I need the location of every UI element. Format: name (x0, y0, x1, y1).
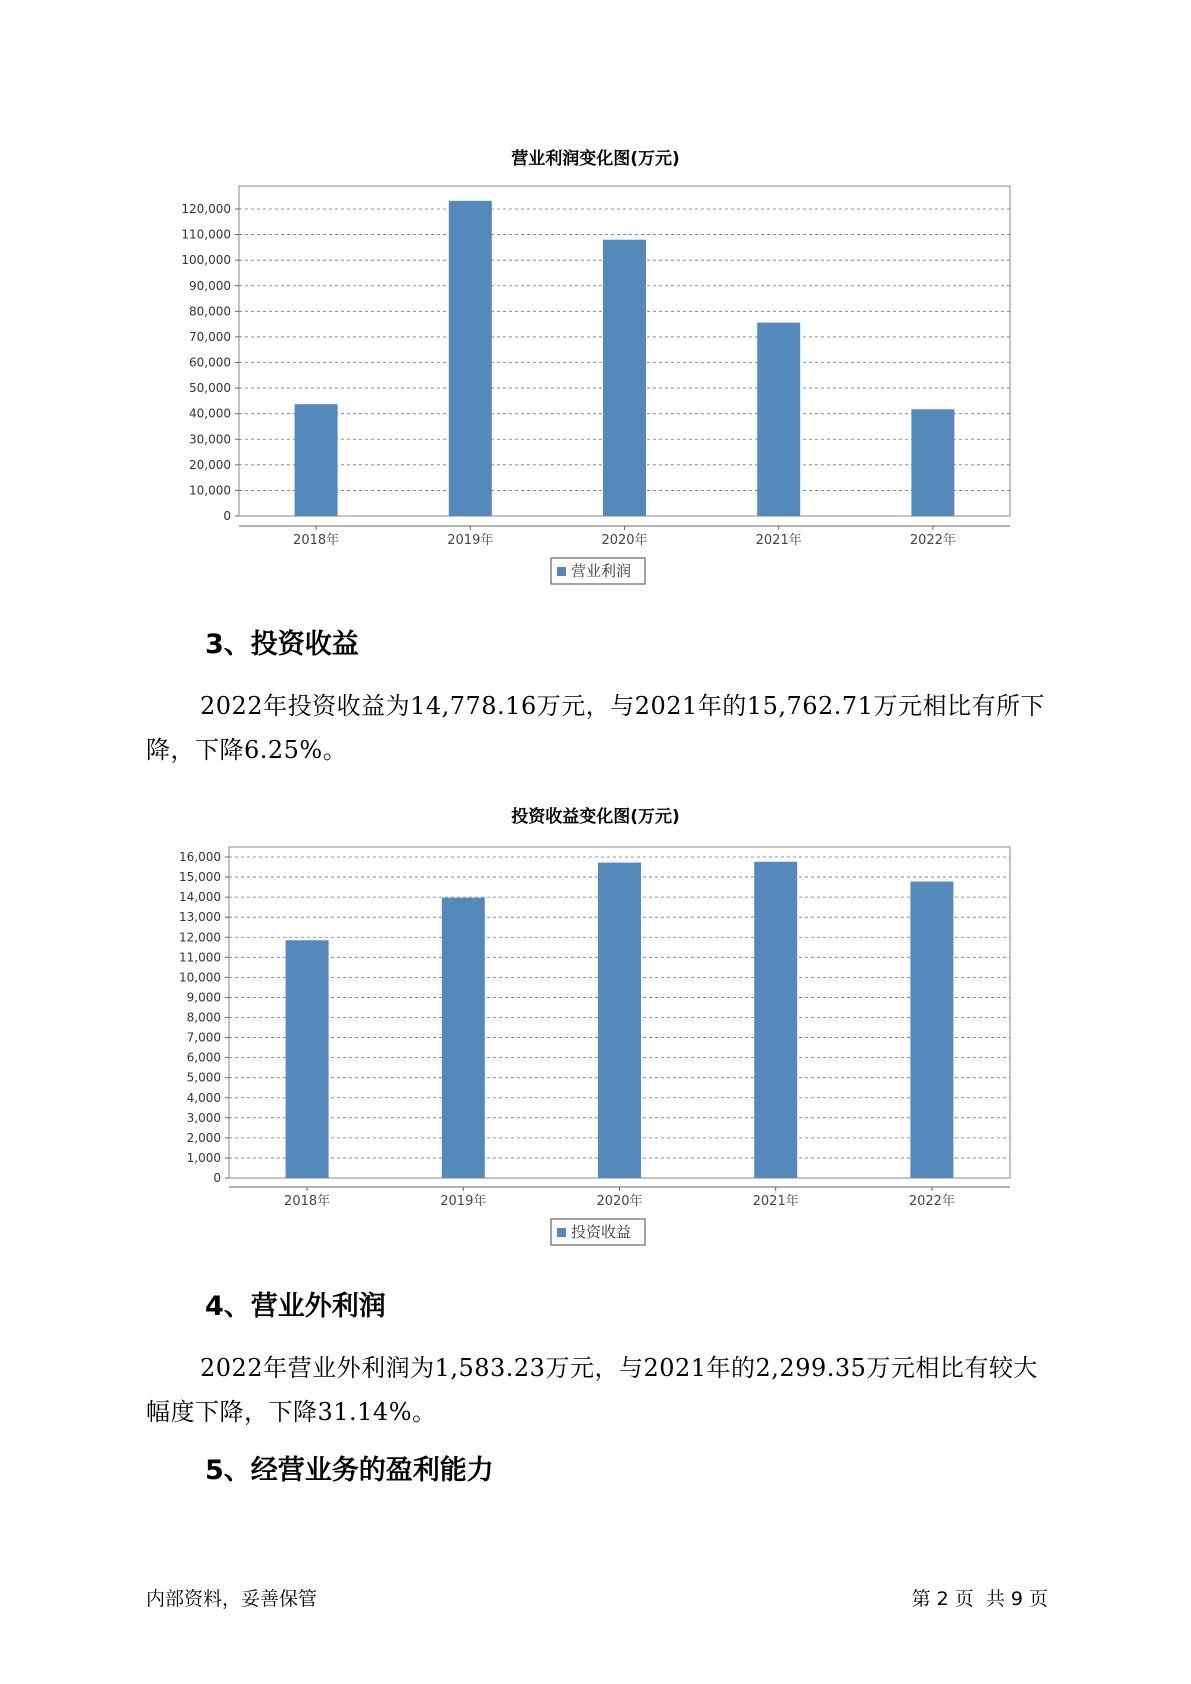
y-tick-label: 12,000 (179, 930, 221, 945)
bar (598, 863, 641, 1178)
x-tick-label: 2018年 (284, 1194, 331, 1209)
section3-heading: 3、投资收益 (205, 629, 359, 660)
bar (286, 940, 329, 1178)
y-tick-label: 10,000 (189, 483, 231, 498)
y-tick-label: 60,000 (189, 355, 231, 370)
y-tick-label: 0 (223, 509, 231, 523)
y-tick-label: 90,000 (189, 278, 231, 293)
bar (754, 862, 797, 1178)
y-tick-label: 80,000 (189, 304, 231, 319)
section4-heading: 4、营业外利润 (205, 1291, 386, 1322)
y-tick-label: 2,000 (186, 1130, 221, 1145)
y-tick-label: 20,000 (189, 457, 231, 472)
y-tick-label: 9,000 (186, 990, 221, 1005)
footer-page-number: 第 2 页 共 9 页 (911, 1588, 1048, 1610)
y-tick-label: 16,000 (179, 850, 221, 864)
y-tick-label: 3,000 (186, 1110, 221, 1125)
y-tick-label: 120,000 (181, 202, 231, 216)
y-tick-label: 10,000 (179, 970, 221, 985)
y-tick-label: 8,000 (186, 1010, 221, 1025)
y-tick-label: 13,000 (179, 910, 221, 925)
bar (910, 882, 953, 1178)
x-tick-label: 2019年 (447, 533, 494, 548)
bar (442, 898, 485, 1178)
y-tick-label: 4,000 (186, 1090, 221, 1105)
section4-paragraph: 2022年营业外利润为1,583.23万元，与2021年的2,299.35万元相比有较大幅度下降，下降31.14%。 (146, 1354, 1038, 1426)
x-tick-label: 2019年 (440, 1194, 487, 1209)
x-tick-label: 2022年 (909, 533, 956, 548)
legend-label: 投资收益 (571, 1223, 632, 1241)
y-tick-label: 7,000 (186, 1030, 221, 1045)
y-tick-label: 5,000 (186, 1070, 221, 1085)
x-tick-label: 2018年 (293, 533, 340, 548)
footer-confidential: 内部资料，妥善保管 (146, 1588, 318, 1610)
x-tick-label: 2021年 (755, 533, 802, 548)
y-tick-label: 30,000 (189, 432, 231, 447)
y-tick-label: 6,000 (186, 1050, 221, 1065)
legend-label: 营业利润 (571, 562, 632, 580)
y-tick-label: 15,000 (179, 870, 221, 885)
y-tick-label: 110,000 (181, 227, 231, 242)
y-tick-label: 50,000 (189, 381, 231, 396)
x-tick-label: 2021年 (752, 1194, 799, 1209)
x-tick-label: 2020年 (601, 533, 648, 548)
y-tick-label: 11,000 (179, 950, 221, 965)
y-tick-label: 40,000 (189, 406, 231, 421)
y-tick-label: 14,000 (179, 890, 221, 905)
legend-swatch (557, 1228, 566, 1237)
x-tick-label: 2022年 (908, 1194, 955, 1209)
x-tick-label: 2020年 (596, 1194, 643, 1209)
section5-heading: 5、经营业务的盈利能力 (205, 1455, 494, 1486)
y-tick-label: 100,000 (181, 253, 231, 268)
chart2-title: 投资收益变化图(万元) (511, 807, 680, 827)
section3-paragraph: 2022年投资收益为14,778.16万元，与2021年的15,762.71万元相比有所下降，下降6.25%。 (146, 692, 1045, 764)
chart1-title: 营业利润变化图(万元) (511, 149, 680, 169)
y-tick-label: 0 (213, 1171, 221, 1185)
y-tick-label: 1,000 (186, 1150, 221, 1165)
y-tick-label: 70,000 (189, 329, 231, 344)
